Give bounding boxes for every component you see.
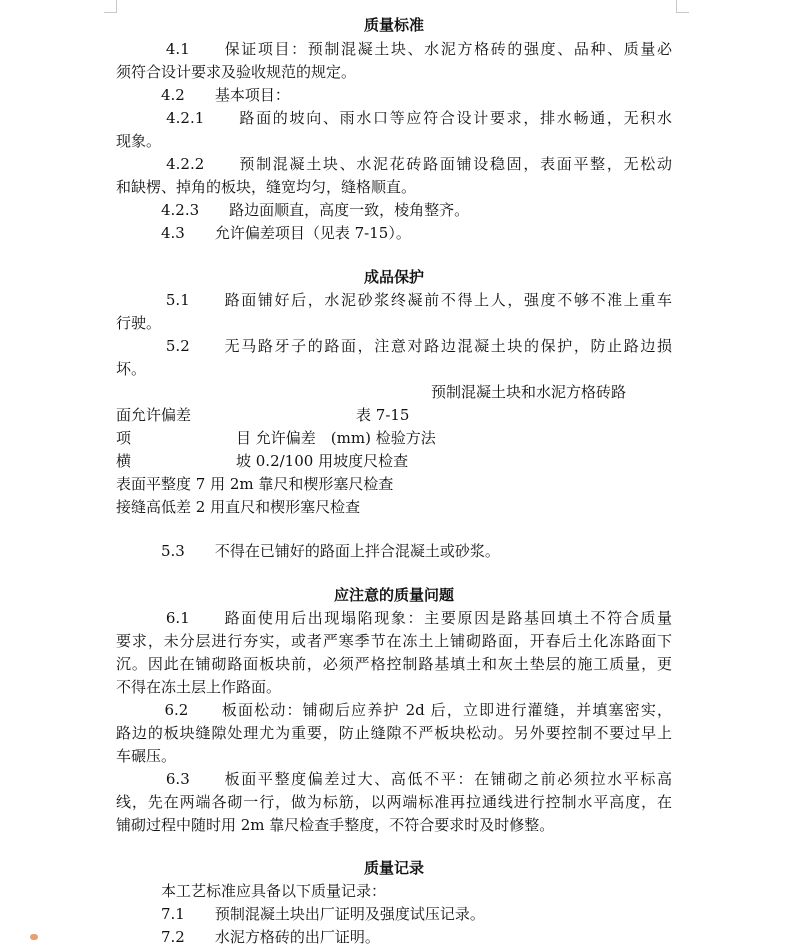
paragraph-line: 4.1 保证项目：预制混凝土块、水泥方格砖的强度、品种、质量必 [116, 40, 672, 58]
paragraph-line: 路边的板块缝隙处理尤为重要，防止缝隙不严板块松动。另外要控制不要过早上 [116, 724, 672, 742]
table-caption-line: 面允许偏差 表 7-15 [116, 406, 410, 424]
paragraph-line: 6.1 路面使用后出现塌陷现象：主要原因是路基回填土不符合质量 [116, 609, 672, 627]
paragraph-line: 4.3 允许偏差项目（见表 7-15）。 [116, 224, 411, 242]
paragraph-line: 要求，未分层进行夯实，或者严寒季节在冻土上铺砌路面，开春后土化冻路面下 [116, 632, 672, 650]
paragraph-line: 行驶。 [116, 314, 162, 332]
paragraph-line: 6.2 板面松动：铺砌后应养护 2d 后，立即进行灌缝，并填塞密实， [116, 701, 672, 719]
section-heading-quality-issues: 应注意的质量问题 [333, 586, 454, 604]
table-row: 横 坡 0.2/100 用坡度尺检查 [116, 452, 409, 470]
paragraph-line: 不得在冻土层上作路面。 [116, 678, 282, 696]
cursor-marker [30, 934, 38, 940]
table-header-row: 项 目 允许偏差 (mm) 检验方法 [116, 429, 436, 447]
paragraph-line: 线，先在两端各砌一行，做为标筋，以两端标准再拉通线进行控制水平高度，在 [116, 793, 672, 811]
paragraph-line: 车碾压。 [116, 747, 177, 765]
section-heading-quality-standard: 质量标准 [363, 16, 424, 34]
paragraph-line: 沉。因此在铺砌路面板块前，必须严格控制路基填土和灰土垫层的施工质量，更 [116, 655, 672, 673]
paragraph-line: 须符合设计要求及验收规范的规定。 [116, 63, 357, 81]
margin-corner-mark [104, 0, 117, 13]
paragraph-line: 7.2 水泥方格砖的出厂证明。 [116, 928, 380, 946]
paragraph-line: 铺砌过程中随时用 2m 靠尺检查手整度，不符合要求时及时修整。 [116, 816, 555, 834]
paragraph-line: 现象。 [116, 132, 162, 150]
table-row: 接缝高低差 2 用直尺和楔形塞尺检查 [116, 498, 361, 516]
paragraph-line: 4.2.2 预制混凝土块、水泥花砖路面铺设稳固，表面平整，无松动 [116, 155, 672, 173]
paragraph-line: 坏。 [116, 360, 147, 378]
table-row: 表面平整度 7 用 2m 靠尺和楔形塞尺检查 [116, 475, 394, 493]
paragraph-line: 本工艺标准应具备以下质量记录： [116, 882, 387, 900]
table-caption-line: 预制混凝土块和水泥方格砖路 [116, 383, 627, 401]
paragraph-line: 7.1 预制混凝土块出厂证明及强度试压记录。 [116, 905, 485, 923]
section-heading-quality-records: 质量记录 [363, 859, 424, 877]
paragraph-line: 6.3 板面平整度偏差过大、高低不平：在铺砌之前必须拉水平标高 [116, 770, 672, 788]
section-heading-product-protection: 成品保护 [363, 268, 424, 286]
paragraph-line: 4.2.3 路边面顺直，高度一致，棱角整齐。 [116, 201, 470, 219]
paragraph-line: 5.2 无马路牙子的路面，注意对路边混凝土块的保护，防止路边损 [116, 337, 672, 355]
paragraph-line: 5.1 路面铺好后，水泥砂浆终凝前不得上人，强度不够不准上重车 [116, 291, 672, 309]
paragraph-line: 4.2 基本项目： [116, 86, 290, 104]
paragraph-line: 4.2.1 路面的坡向、雨水口等应符合设计要求，排水畅通，无积水 [116, 109, 672, 127]
paragraph-line: 5.3 不得在已铺好的路面上拌合混凝土或砂浆。 [116, 542, 500, 560]
paragraph-line: 和缺楞、掉角的板块，缝宽均匀，缝格顺直。 [116, 178, 417, 196]
margin-corner-mark [676, 0, 689, 13]
